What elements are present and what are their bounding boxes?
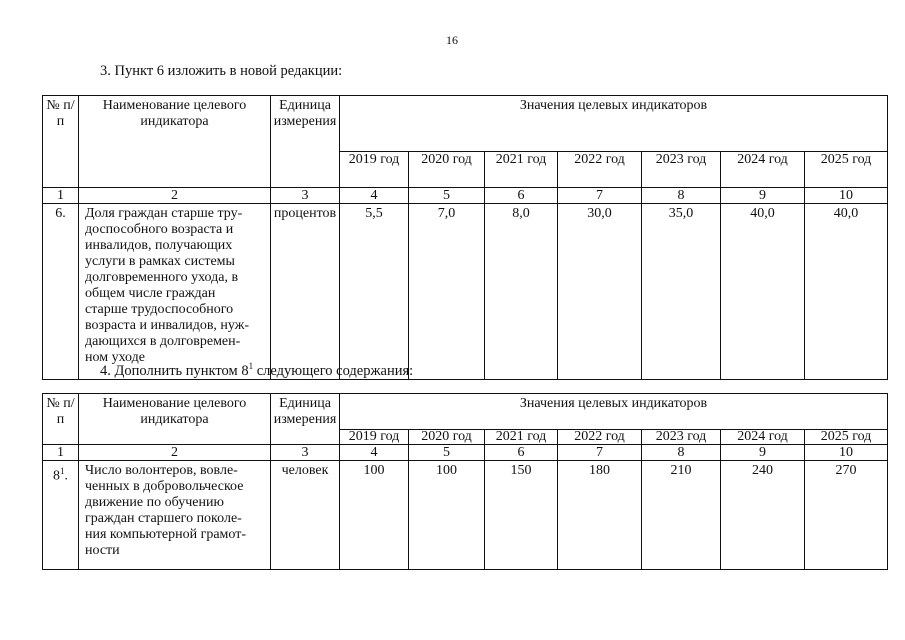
header-year: 2025 год [805, 430, 888, 445]
value-2024: 40,0 [721, 204, 805, 380]
indicator-name-line: инвалидов, получающих [85, 238, 233, 253]
column-index: 6 [485, 445, 558, 461]
header-year: 2020 год [409, 430, 485, 445]
column-index: 2 [79, 188, 271, 204]
row-number [43, 461, 79, 570]
row-number-suffix: . [64, 468, 68, 484]
header-year: 2023 год [642, 152, 721, 188]
header-unit: Единица измерения [271, 96, 340, 188]
column-index: 4 [340, 188, 409, 204]
header-unit: Единица измерения [271, 394, 340, 445]
header-year: 2020 год [409, 152, 485, 188]
column-index: 1 [43, 445, 79, 461]
value-2022: 30,0 [558, 204, 642, 380]
section-4-heading-text: 4. Дополнить пунктом 8 [100, 363, 249, 379]
indicator-name-line: Доля граждан старше тру- [85, 206, 243, 221]
value-2020: 7,0 [409, 204, 485, 380]
header-values-title: Значения целевых индикаторов [340, 394, 888, 430]
value-2024: 240 [721, 461, 805, 570]
column-index: 3 [271, 445, 340, 461]
column-index: 9 [721, 188, 805, 204]
section-3-heading: 3. Пункт 6 изложить в новой редакции: [100, 63, 343, 79]
header-year: 2022 год [558, 152, 642, 188]
header-year: 2023 год [642, 430, 721, 445]
value-2022: 180 [558, 461, 642, 570]
unit-value: процентов [271, 204, 340, 380]
value-2025: 40,0 [805, 204, 888, 380]
column-index: 4 [340, 445, 409, 461]
indicator-name-line: услуги в рамках системы [85, 254, 235, 269]
indicator-name [79, 204, 271, 380]
column-index: 10 [805, 445, 888, 461]
row-number: 6. [43, 204, 79, 380]
header-number: № п/п [43, 394, 79, 445]
column-index: 3 [271, 188, 340, 204]
column-index: 1 [43, 188, 79, 204]
column-index: 2 [79, 445, 271, 461]
value-2019: 5,5 [340, 204, 409, 380]
indicator-name-line: старше трудоспособного [85, 302, 234, 317]
indicator-name-line: Число волонтеров, вовле- [85, 463, 238, 478]
column-index: 5 [409, 445, 485, 461]
header-number: № п/п [43, 96, 79, 188]
indicator-name-line: долговременного ухода, в [85, 270, 239, 285]
indicator-name-line: ности [85, 543, 120, 558]
header-year: 2021 год [485, 430, 558, 445]
table-row [43, 461, 888, 570]
value-2021: 8,0 [485, 204, 558, 380]
column-index: 8 [642, 188, 721, 204]
value-2019: 100 [340, 461, 409, 570]
indicators-table-2 [42, 393, 888, 570]
indicator-name-line: ном уходе [85, 350, 145, 365]
indicator-name-line: дающихся в долговремен- [85, 334, 241, 349]
header-year: 2019 год [340, 152, 409, 188]
column-index: 5 [409, 188, 485, 204]
column-index: 7 [558, 445, 642, 461]
column-index: 9 [721, 445, 805, 461]
value-2023: 35,0 [642, 204, 721, 380]
header-year: 2021 год [485, 152, 558, 188]
indicator-name-line: общем числе граждан [85, 286, 216, 301]
column-index: 10 [805, 188, 888, 204]
value-2021: 150 [485, 461, 558, 570]
indicator-name-line: движение по обучению [85, 495, 224, 510]
column-index: 7 [558, 188, 642, 204]
value-2025: 270 [805, 461, 888, 570]
value-2023: 210 [642, 461, 721, 570]
column-index: 6 [485, 188, 558, 204]
indicator-name-line: возраста и инвалидов, нуж- [85, 318, 250, 333]
section-4-heading-text: следующего содержания: [253, 363, 414, 379]
indicator-name-line: ченных в добровольческое [85, 479, 244, 494]
header-year: 2025 год [805, 152, 888, 188]
page-number: 16 [446, 33, 458, 47]
header-indicator-name: Наименование целевого индикатора [79, 394, 271, 445]
header-values-title: Значения целевых индикаторов [340, 96, 888, 152]
header-year: 2024 год [721, 152, 805, 188]
table-row [43, 204, 888, 380]
indicator-name-line: доспособного возраста и [85, 222, 234, 237]
column-index: 8 [642, 445, 721, 461]
indicators-table-1 [42, 95, 888, 380]
row-number-text: 8 [53, 468, 60, 484]
superscript: 1 [60, 466, 65, 476]
header-year: 2019 год [340, 430, 409, 445]
indicator-name-line: граждан старшего поколе- [85, 511, 242, 526]
unit-value: человек [271, 461, 340, 570]
value-2020: 100 [409, 461, 485, 570]
section-4-heading [100, 361, 413, 380]
header-year: 2024 год [721, 430, 805, 445]
superscript: 1 [248, 361, 254, 371]
header-year: 2022 год [558, 430, 642, 445]
header-indicator-name: Наименование целевого индикатора [79, 96, 271, 188]
indicator-name-line: ния компьютерной грамот- [85, 527, 246, 542]
indicator-name [79, 461, 271, 570]
